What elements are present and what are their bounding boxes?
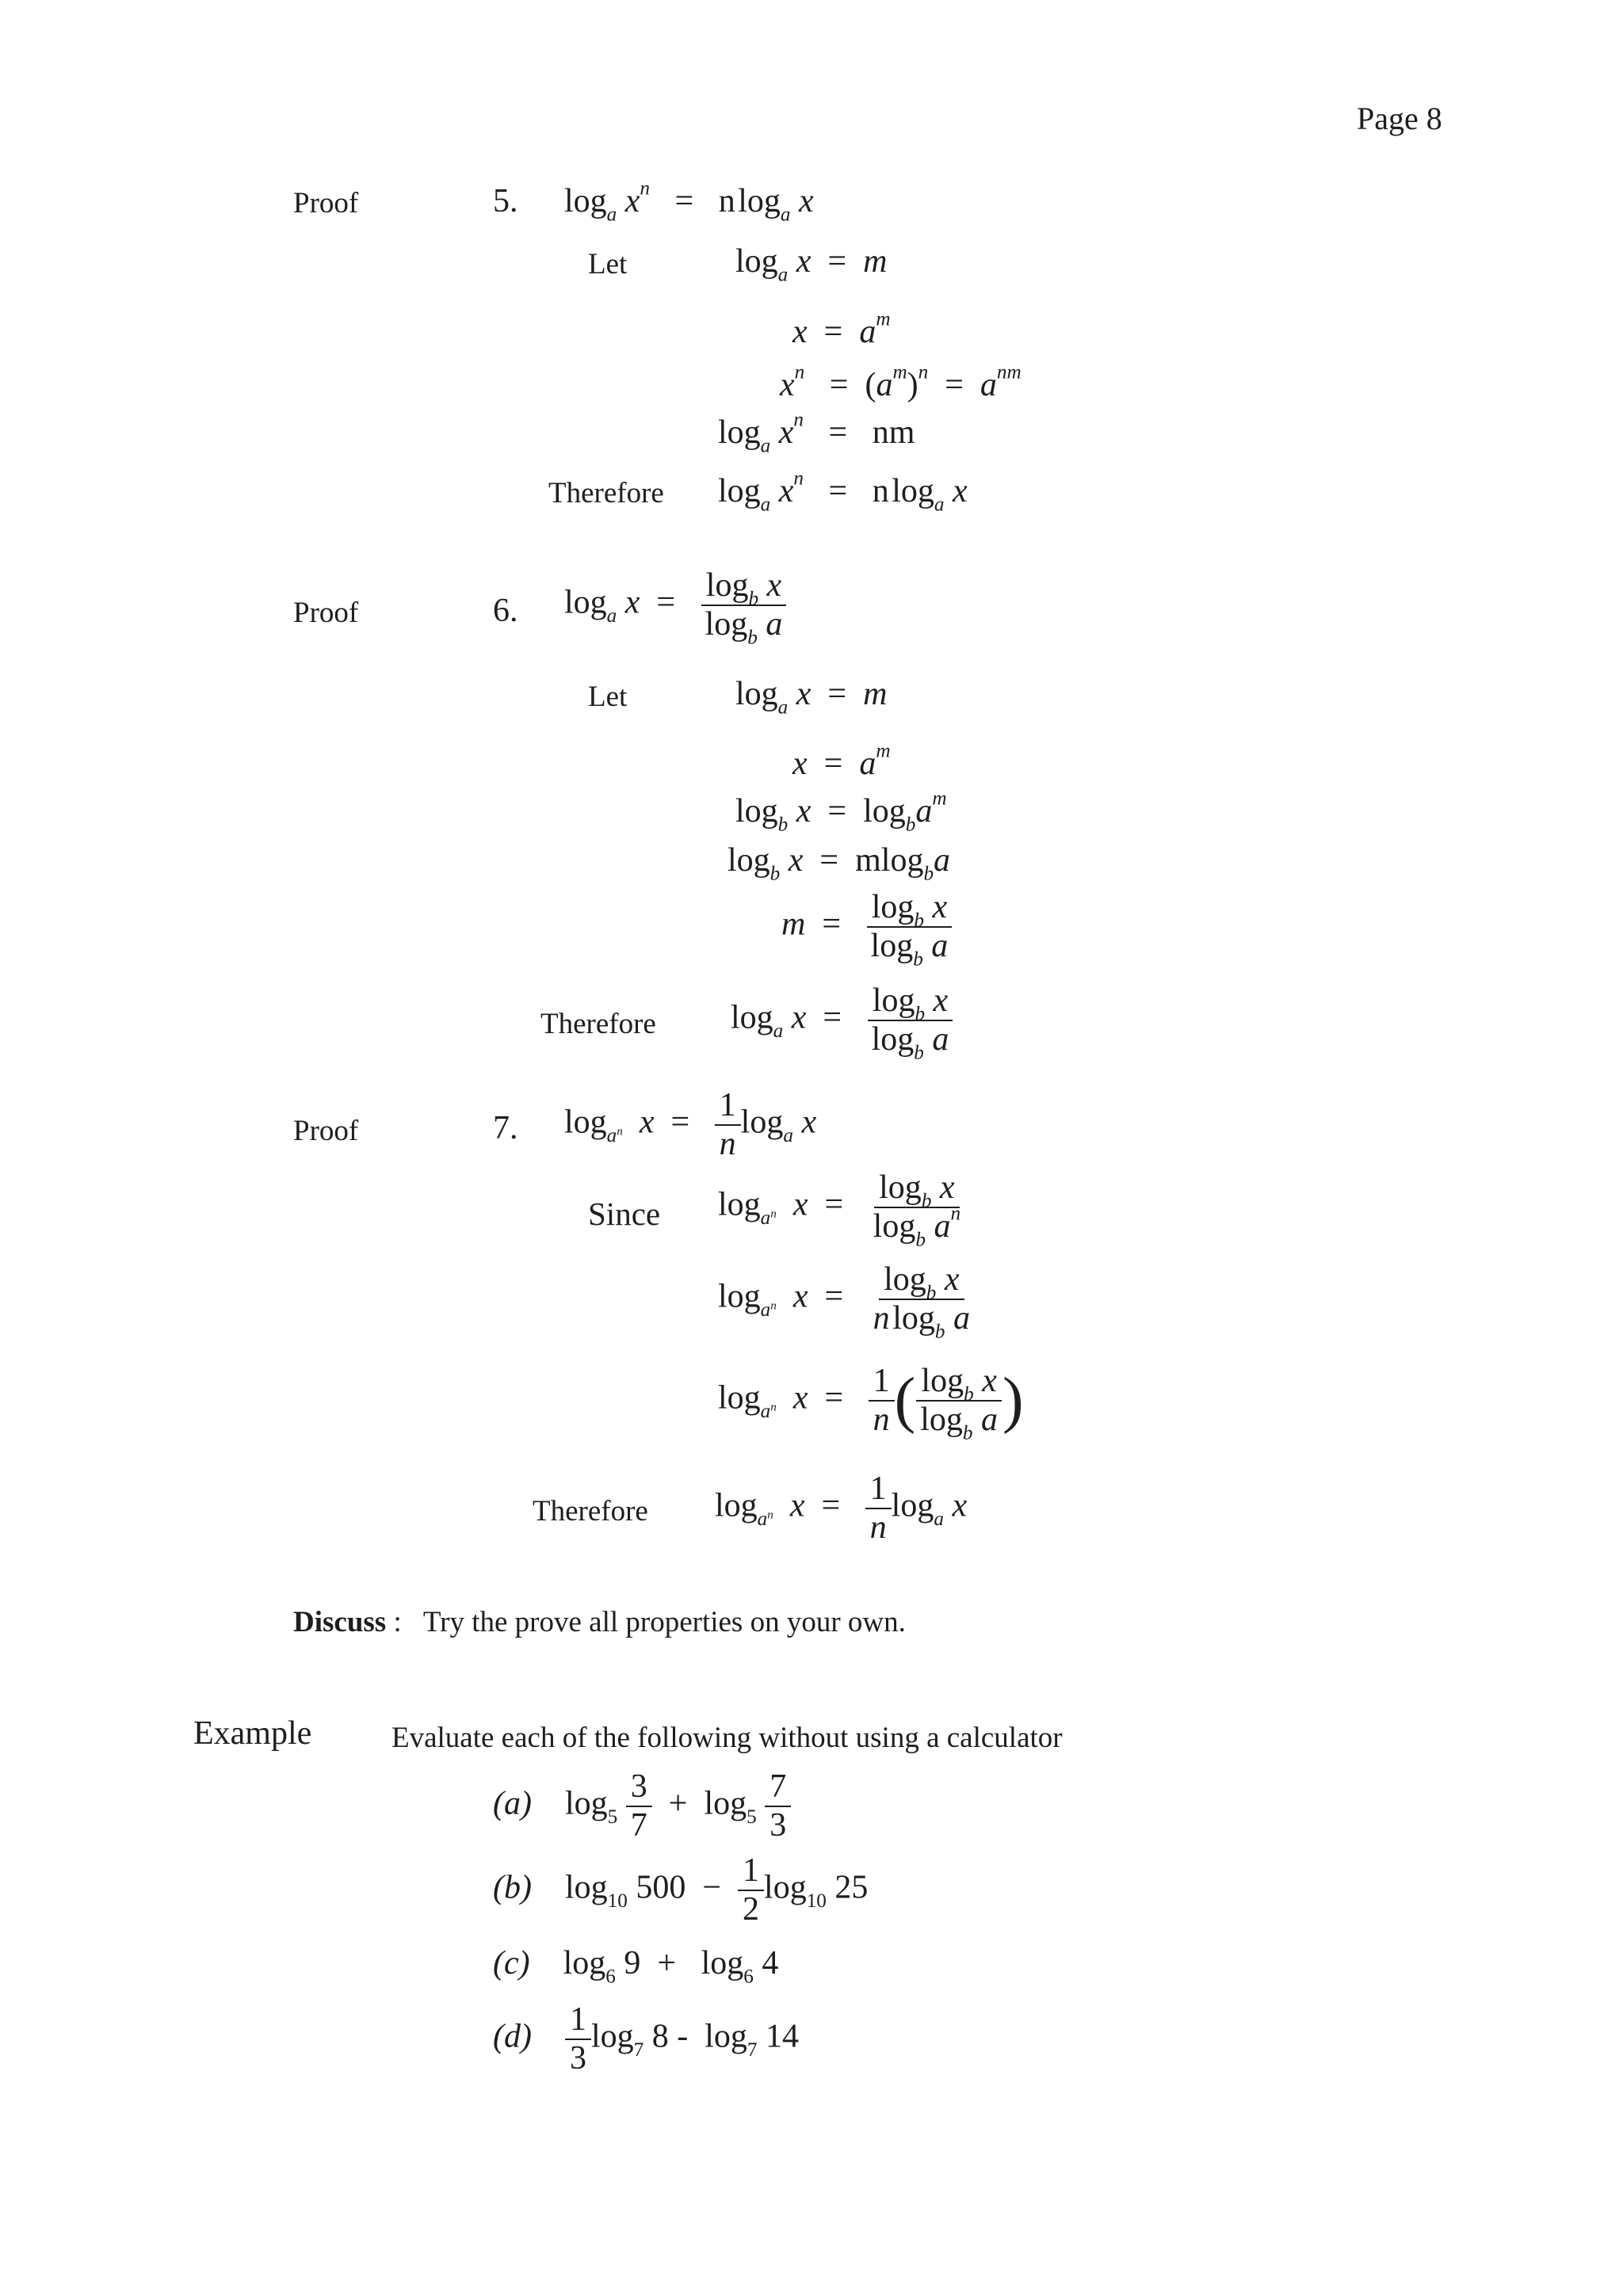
proof6-line4: $\log_b x = mlog_ba$ <box>727 842 951 885</box>
proof5-line2: $x = a^m$ <box>792 308 891 350</box>
proof5-line4: $\log_a x^n$ = nm <box>718 409 915 457</box>
proof5-number: 5. <box>493 183 518 219</box>
proof7-since: Since <box>588 1196 661 1232</box>
proof7-label: Proof <box>293 1115 359 1147</box>
proof5-let: Let <box>588 248 628 280</box>
proof6-line1: $\log_a x = m$ <box>735 676 888 719</box>
proof7-line1: $\log_{a^n} x$ = $\frac{\log_b x}{\log_b a^n}$ <box>718 1169 961 1251</box>
example-instruction: Evaluate each of the following without using a calculator <box>391 1722 1063 1754</box>
proof7-therefore: Therefore <box>533 1495 648 1527</box>
example-item-c: (c) $\log_6 9$ + $\log_6 4$ <box>493 1945 779 1988</box>
proof7-statement: $\log_{a^n} x$ = $\frac{1}{n}$ $\log_a x$ <box>564 1087 817 1163</box>
discuss-line <box>293 1605 906 1639</box>
proof7-line2: $\log_{a^n} x$ = $\frac{\log_b x}{n \log_b a}$ <box>718 1261 970 1343</box>
proof6-line5: m = $\frac{\log_b x}{\log_b a}$ <box>781 889 953 965</box>
proof5-line1: $\log_a x = m$ <box>735 243 888 286</box>
proof5-conclusion: $\log_a x^n$ = n $\log_a x$ <box>718 467 968 516</box>
proof6-label: Proof <box>293 597 359 629</box>
example-item-b: (b) $\log_{10} 500$ − $\frac{1}{2}$ $\log_{10} 25$ <box>493 1852 869 1928</box>
proof6-line2: $x = a^m$ <box>792 740 891 782</box>
discuss-text: Try the prove all properties on your own. <box>422 1606 906 1638</box>
proof5-statement: $\log_a x^n$ = n $\log_a x$ <box>564 177 814 226</box>
discuss-label: Discuss <box>293 1606 387 1638</box>
example-label: Example <box>193 1715 312 1752</box>
proof6-statement: $\log_a x$ = $\frac{\log_b x}{\log_b a}$ <box>564 567 787 643</box>
example-item-d: (d) $\frac{1}{3}$ $\log_7 8 - \log_7 14$ <box>493 2001 800 2077</box>
proof7-conclusion: $\log_{a^n} x$ = $\frac{1}{n}$ $\log_a x$ <box>715 1470 968 1547</box>
proof7-number: 7. <box>493 1110 518 1146</box>
page-number: Page 8 <box>1357 101 1442 136</box>
proof6-line3: $\log_b x = \log_ba^m$ <box>735 788 947 836</box>
proof6-number: 6. <box>493 593 518 629</box>
discuss-separator: : <box>393 1606 402 1638</box>
proof5-therefore: Therefore <box>548 477 664 509</box>
proof5-label: Proof <box>293 187 359 219</box>
example-item-a: (a) $\log_5$ $\frac{3}{7}$ + $\log_5$ $\frac{7}{3}$ <box>493 1768 791 1844</box>
proof6-therefore: Therefore <box>540 1008 656 1040</box>
proof6-let: Let <box>588 681 628 713</box>
proof6-conclusion: $\log_a x$ = $\frac{\log_b x}{\log_b a}$ <box>731 982 953 1058</box>
proof7-line3: $\log_{a^n} x$ = $\frac{1}{n}$ ( $\frac{\log_b x}{\log_b a}$ ) <box>718 1363 1024 1444</box>
proof5-line3: $x^n$ = $(a^m)^n = a^{nm}$ <box>780 361 1022 403</box>
